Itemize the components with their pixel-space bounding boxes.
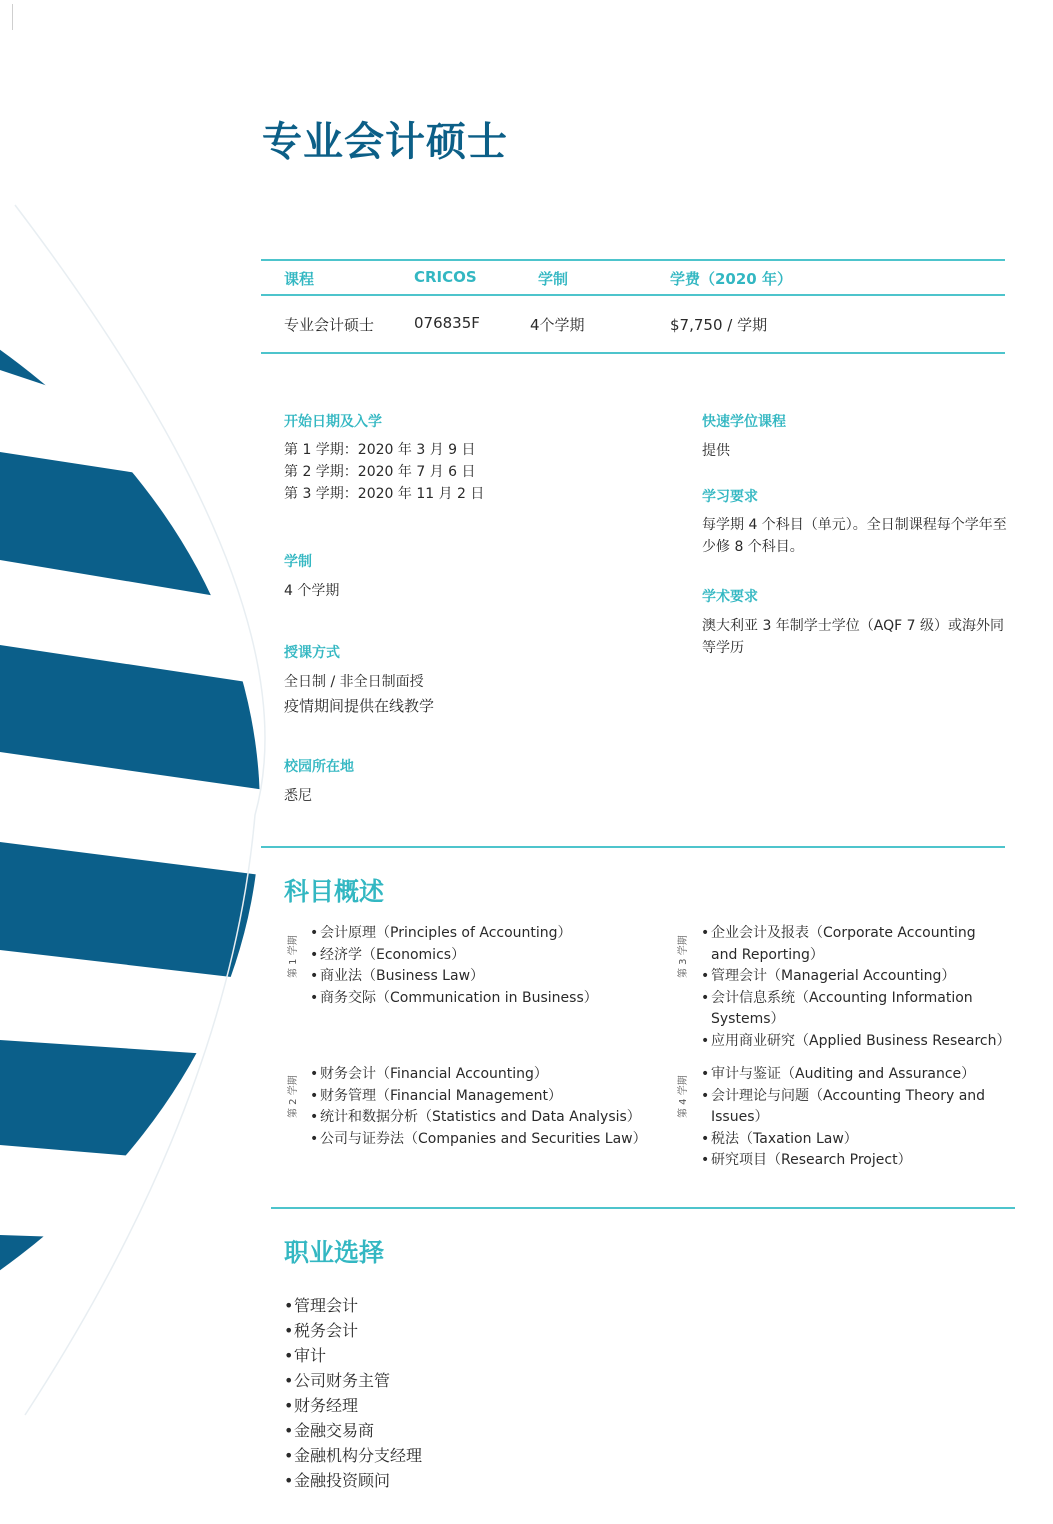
stripe: [0, 256, 300, 470]
subject-item: • 会计信息系统（Accounting Information Systems）: [701, 988, 1006, 1031]
duration-heading: 学制: [284, 554, 312, 570]
career-item: • 管理会计: [284, 1293, 422, 1318]
campus-text: 悉尼: [284, 788, 312, 804]
subject-item: • 经济学（Economics）: [310, 945, 650, 967]
subject-item: • 统计和数据分析（Statistics and Data Analysis）: [310, 1107, 660, 1129]
table-cell-course: 专业会计硕士: [284, 316, 375, 334]
subjects-rule: [261, 846, 1005, 848]
start-line: 第 2 学期：2020 年 7 月 6 日: [284, 464, 476, 480]
delivery-heading: 授课方式: [284, 645, 340, 661]
table-header-rule: [261, 294, 1005, 296]
table-bottom-rule: [261, 352, 1005, 354]
subject-item: • 会计原理（Principles of Accounting）: [310, 923, 650, 945]
subject-item: • 财务管理（Financial Management）: [310, 1086, 660, 1108]
stripe: [0, 842, 300, 985]
stripe: [0, 1040, 300, 1170]
academic-req-heading: 学术要求: [702, 589, 758, 605]
subject-item: • 研究项目（Research Project）: [701, 1150, 991, 1172]
subject-item: • 管理会计（Managerial Accounting）: [701, 966, 1006, 988]
subject-item: • 税法（Taxation Law）: [701, 1129, 991, 1151]
semester-3-list: [701, 923, 1011, 1052]
delivery-line: 全日制 / 非全日制面授: [284, 674, 424, 690]
stripe: [0, 452, 300, 610]
table-cell-duration: 4个学期: [530, 316, 585, 334]
stripe: [0, 645, 300, 795]
semester-3-label: 第 3 学期: [678, 935, 689, 978]
subject-item: • 商务交际（Communication in Business）: [310, 988, 650, 1010]
table-header-cricos: CRICOS: [414, 268, 477, 286]
career-item: • 金融交易商: [284, 1418, 422, 1443]
subject-item: • 会计理论与问题（Accounting Theory and Issues）: [701, 1086, 991, 1129]
study-req-heading: 学习要求: [702, 489, 758, 505]
subject-item: • 财务会计（Financial Accounting）: [310, 1064, 660, 1086]
study-req-text: 每学期 4 个科目（单元）。全日制课程每个学年至少修 8 个科目。: [702, 517, 1007, 555]
careers-list: [284, 1293, 422, 1493]
semester-1-label: 第 1 学期: [288, 935, 299, 978]
start-heading: 开始日期及入学: [284, 414, 382, 430]
table-top-rule: [261, 259, 1005, 261]
table-header-fee: 学费（2020 年）: [670, 270, 792, 288]
subject-item: • 公司与证券法（Companies and Securities Law）: [310, 1129, 660, 1151]
subjects-heading: 科目概述: [284, 877, 385, 906]
subject-item: • 审计与鉴证（Auditing and Assurance）: [701, 1064, 991, 1086]
table-cell-cricos: 076835F: [414, 314, 480, 332]
careers-rule: [271, 1207, 1015, 1209]
semester-2-label: 第 2 学期: [288, 1075, 299, 1118]
career-item: • 金融投资顾问: [284, 1468, 422, 1493]
fast-track-heading: 快速学位课程: [702, 414, 786, 430]
start-line: 第 1 学期：2020 年 3 月 9 日: [284, 442, 476, 458]
career-item: • 金融机构分支经理: [284, 1443, 422, 1468]
decorative-stripes: [0, 0, 300, 1524]
semester-1-list: [310, 923, 650, 1009]
semester-2-list: [310, 1064, 660, 1150]
table-header-course: 课程: [284, 270, 315, 288]
start-line: 第 3 学期：2020 年 11 月 2 日: [284, 486, 485, 502]
stripe: [0, 1235, 300, 1385]
academic-req-text: 澳大利亚 3 年制学士学位（AQF 7 级）或海外同等学历: [702, 618, 1005, 656]
semester-4-label: 第 4 学期: [678, 1075, 689, 1118]
career-item: • 财务经理: [284, 1393, 422, 1418]
career-item: • 税务会计: [284, 1318, 422, 1343]
semester-4-list: [701, 1064, 991, 1172]
careers-heading: 职业选择: [284, 1238, 385, 1267]
delivery-line: 疫情期间提供在线教学: [284, 697, 435, 715]
page-title: 专业会计硕士: [262, 119, 508, 165]
duration-text: 4 个学期: [284, 583, 340, 599]
fast-track-text: 提供: [702, 443, 730, 459]
campus-heading: 校园所在地: [284, 759, 354, 775]
subject-item: • 企业会计及报表（Corporate Accounting and Reporting）: [701, 923, 1006, 966]
career-item: • 公司财务主管: [284, 1368, 422, 1393]
subject-item: • 商业法（Business Law）: [310, 966, 650, 988]
edge-mark: [12, 4, 13, 30]
career-item: • 审计: [284, 1343, 422, 1368]
subject-item: • 应用商业研究（Applied Business Research）: [701, 1031, 1006, 1053]
table-cell-fee: $7,750 / 学期: [670, 316, 768, 334]
table-header-duration: 学制: [538, 270, 569, 288]
